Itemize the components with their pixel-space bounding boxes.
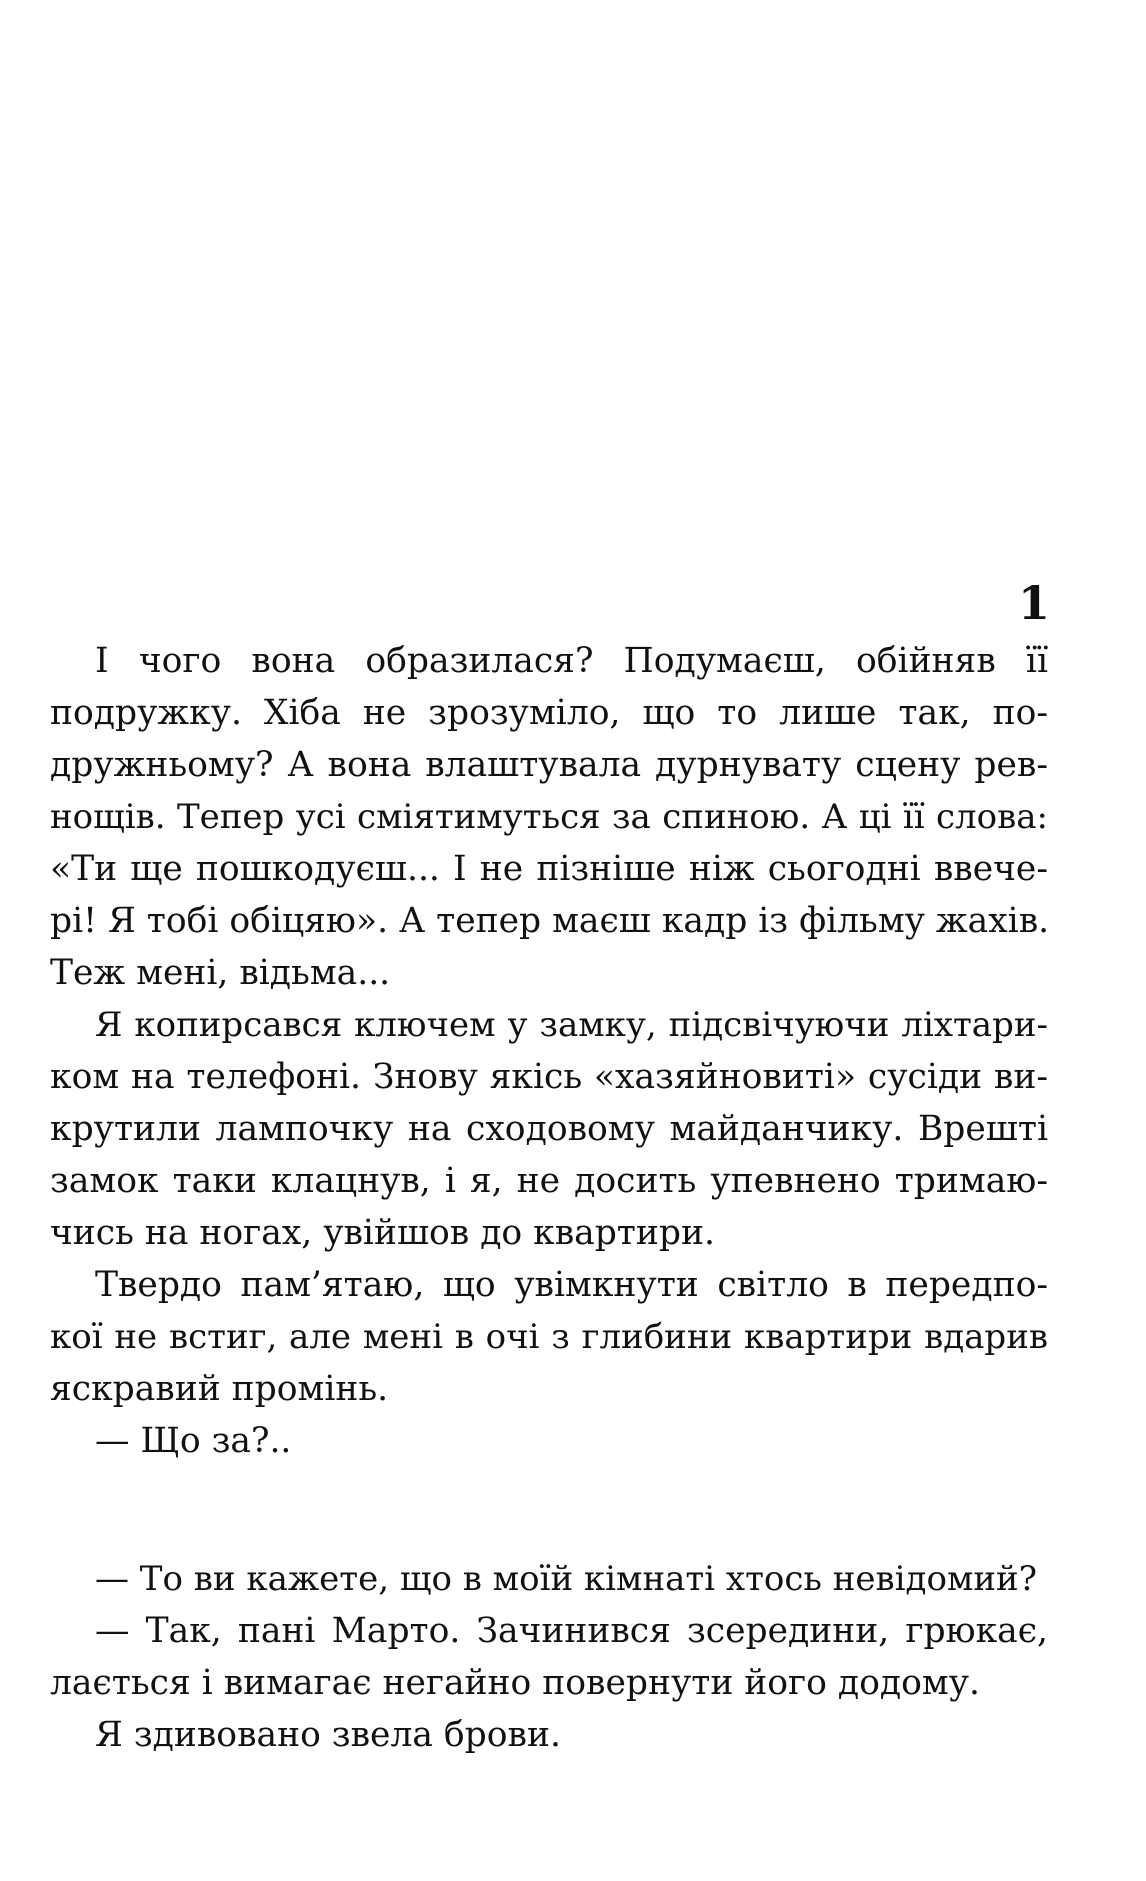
paragraph-line: нощів. Тепер усі сміятимуться за спиною. А ці її слова:	[50, 797, 1048, 837]
paragraph-line: чись на ногах, увійшов до квартири.	[50, 1213, 715, 1253]
paragraph-line: яскравий промінь.	[50, 1369, 389, 1409]
paragraph-line: замок таки клацнув, і я, не досить упевнено тримаю-	[50, 1161, 1048, 1201]
paragraph-line: рі! Я тобі обіцяю». А тепер маєш кадр із фільму жахів.	[50, 901, 1050, 941]
paragraph-line: дружньому? А вона влаштувала дурнувату сцену рев-	[50, 745, 1048, 785]
paragraph-line: лається і вимагає негайно повернути його додому.	[50, 1663, 981, 1703]
paragraph-line: Я здивовано звела брови.	[95, 1715, 561, 1755]
paragraph-line: крутили лампочку на сходовому майданчику. Врешті	[50, 1109, 1048, 1149]
paragraph-line: ком на телефоні. Знову якісь «хазяйновиті» сусіди ви-	[50, 1057, 1048, 1097]
paragraph-line: Твердо пам’ятаю, що увімкнути світло в передпо-	[95, 1265, 1048, 1305]
paragraph-line: І чого вона образилася? Подумаєш, обійняв її	[95, 641, 1048, 681]
paragraph-line: кої не встиг, але мені в очі з глибини квартири вдарив	[50, 1317, 1048, 1357]
paragraph-line: Я копирсався ключем у замку, підсвічуючи ліхтари-	[95, 1005, 1048, 1045]
paragraph-line: подружку. Хіба не зрозуміло, що то лише так, по-	[50, 693, 1048, 733]
paragraph-line: Теж мені, відьма...	[50, 953, 391, 993]
paragraph-line: — Що за?..	[95, 1421, 292, 1461]
paragraph-line: «Ти ще пошкодуєш... І не пізніше ніж сьогодні ввече-	[50, 849, 1048, 889]
chapter-number: 1	[1017, 576, 1050, 630]
paragraph-line: — Так, пані Марто. Зачинився зсередини, грюкає,	[95, 1611, 1048, 1651]
paragraph-line: — То ви кажете, що в моїй кімнаті хтось невідомий?	[95, 1559, 1037, 1599]
